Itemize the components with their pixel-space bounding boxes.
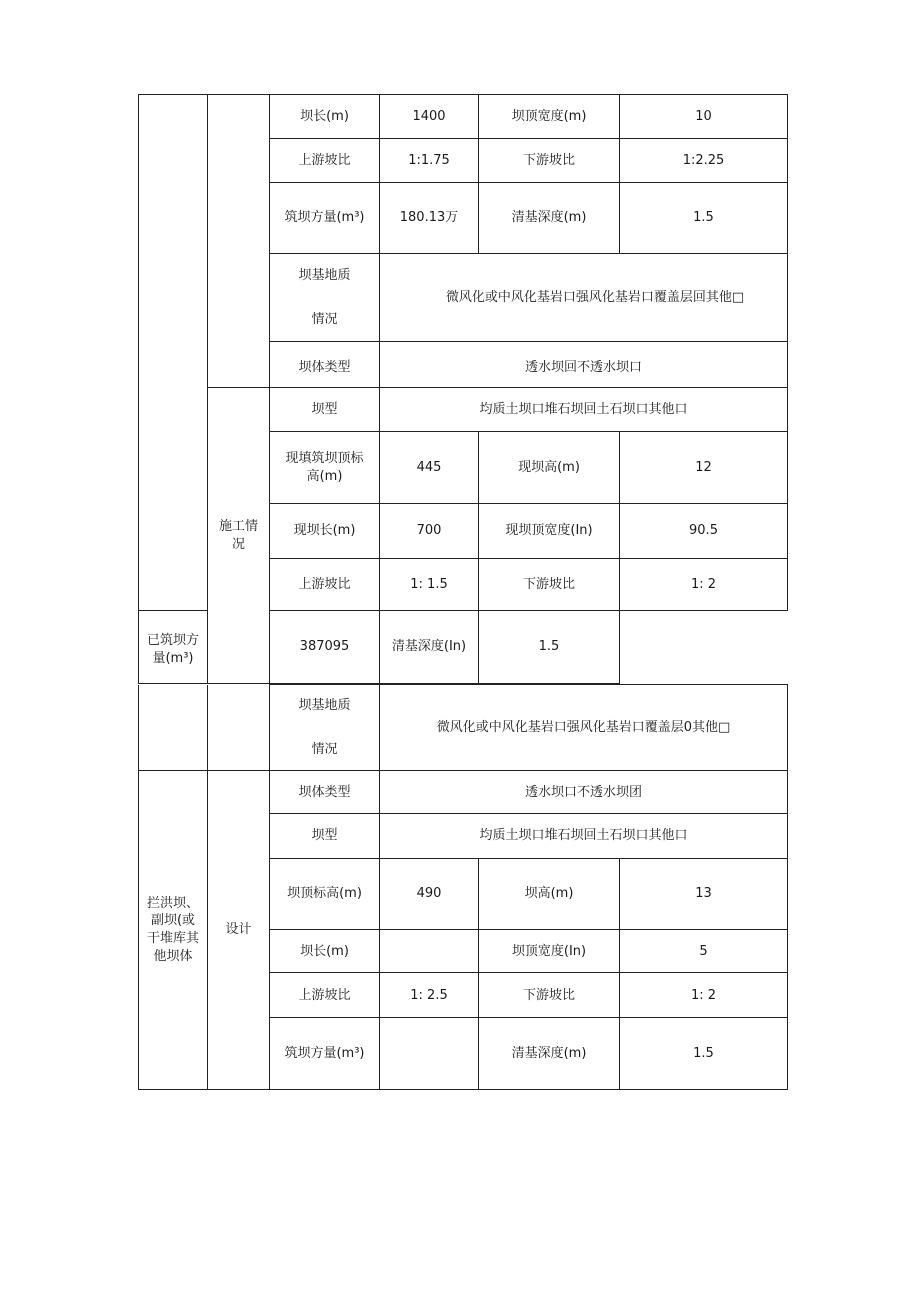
field-value: 1.5 [479, 611, 620, 684]
field-label: 坝型 [270, 388, 380, 432]
field-value: 1400 [380, 95, 479, 139]
field-label: 已筑坝方量(m³) [139, 611, 208, 684]
field-value: 12 [620, 432, 788, 504]
field-label: 现坝高(m) [479, 432, 620, 504]
field-value [380, 1018, 479, 1090]
field-value [380, 930, 479, 973]
field-label: 坝顶标高(m) [270, 859, 380, 930]
dam-parameters-table [138, 94, 788, 684]
category-label-flood-dam: 拦洪坝、 副坝(或 干堆库其 他坝体 [139, 771, 208, 1090]
field-value: 490 [380, 859, 479, 930]
table-row [139, 388, 788, 432]
section-cell-blank [208, 685, 270, 771]
field-value: 180.13万 [380, 183, 479, 254]
geology-value: 微风化或中风化基岩口强风化基岩口覆盖层回其他□ [380, 254, 788, 342]
section-label-construction: 施工情 况 [208, 388, 270, 684]
field-label: 坝顶宽度(In) [479, 930, 620, 973]
geology-label [270, 254, 380, 342]
field-value: 1:2.25 [620, 139, 788, 183]
field-label: 清基深度(m) [479, 183, 620, 254]
field-value: 1.5 [620, 183, 788, 254]
field-value: 透水坝回不透水坝口 [380, 342, 788, 388]
field-value: 1: 2 [620, 973, 788, 1018]
field-label: 坝顶宽度(m) [479, 95, 620, 139]
field-label: 坝体类型 [270, 771, 380, 814]
section-label-design: 设计 [208, 771, 270, 1090]
field-value: 5 [620, 930, 788, 973]
field-label: 下游坡比 [479, 139, 620, 183]
geology-value: 微风化或中风化基岩口强风化基岩口覆盖层0其他□ [380, 685, 788, 771]
geology-label-line-1: 坝基地质 [298, 267, 351, 283]
category-cell-blank [139, 95, 208, 611]
geology-label [270, 685, 380, 771]
geology-label-line-1: 坝基地质 [298, 697, 351, 713]
field-value: 90.5 [620, 504, 788, 559]
field-label: 坝高(m) [479, 859, 620, 930]
field-value: 10 [620, 95, 788, 139]
field-label: 下游坡比 [479, 559, 620, 611]
geology-label-line-2: 情况 [311, 311, 338, 327]
field-label: 上游坡比 [270, 559, 380, 611]
field-value: 1: 1.5 [380, 559, 479, 611]
field-value: 均质土坝口堆石坝回土石坝口其他口 [380, 814, 788, 859]
field-label: 筑坝方量(m³) [270, 1018, 380, 1090]
field-label: 清基深度(m) [479, 1018, 620, 1090]
field-value: 1: 2.5 [380, 973, 479, 1018]
field-label: 上游坡比 [270, 139, 380, 183]
field-label: 坝型 [270, 814, 380, 859]
field-label: 现填筑坝顶标 高(m) [270, 432, 380, 504]
field-value: 1.5 [620, 1018, 788, 1090]
field-value: 445 [380, 432, 479, 504]
field-label: 下游坡比 [479, 973, 620, 1018]
field-value: 700 [380, 504, 479, 559]
field-value: 1: 2 [620, 559, 788, 611]
category-cell-blank [139, 685, 208, 771]
field-label: 筑坝方量(m³) [270, 183, 380, 254]
table-row [139, 771, 788, 814]
field-value: 387095 [270, 611, 380, 684]
field-label: 清基深度(In) [380, 611, 479, 684]
field-value: 均质土坝口堆石坝回土石坝口其他口 [380, 388, 788, 432]
field-value: 1:1.75 [380, 139, 479, 183]
field-label: 现坝顶宽度(In) [479, 504, 620, 559]
field-label: 坝长(m) [270, 930, 380, 973]
table-row [139, 685, 788, 771]
field-label: 坝长(m) [270, 95, 380, 139]
field-label: 现坝长(m) [270, 504, 380, 559]
field-value: 13 [620, 859, 788, 930]
field-value: 透水坝口不透水坝团 [380, 771, 788, 814]
dam-parameters-table-lower [138, 684, 788, 1090]
section-cell-blank [208, 95, 270, 388]
field-label: 上游坡比 [270, 973, 380, 1018]
table-row [139, 95, 788, 139]
geology-label-line-2: 情况 [311, 741, 338, 757]
field-label: 坝体类型 [270, 342, 380, 388]
